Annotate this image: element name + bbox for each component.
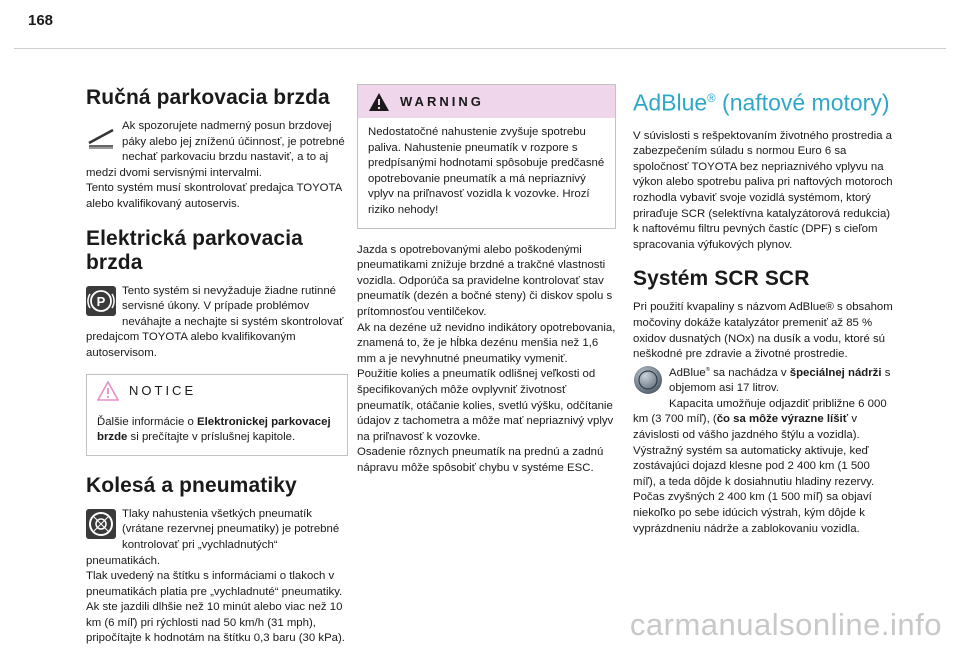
tyres-wear-text: Jazda s opotrebovanými alebo poškodenými pneumatikami znižuje brzdné a trakčné vlastnosti vozidla. Odporúča sa pravidelne kontrolovať stav pneumatík (dezén a bočné steny) či diskov spolu s prítomnosťou ventilčekov.: [357, 243, 613, 318]
notice-text-pre: Ďalšie informácie o: [97, 415, 198, 428]
tyres-text-1: Tlaky nahustenia všetkých pneumatík (vrátane rezervnej pneumatiky) je potrebné kontrolovať pri „vychladnutých“ pneumatikách.: [86, 507, 340, 567]
notice-header: [87, 375, 347, 408]
warning-header: [358, 85, 615, 118]
column-middle: [357, 84, 616, 476]
adblue-tank-bold: špeciálnej nádrži: [789, 366, 882, 379]
notice-text-bold: Elektronickej parkovacej brzde: [97, 415, 331, 444]
adblue-tank-mid: sa nachádza v: [709, 366, 790, 379]
notice-text-post: si prečítajte v príslušnej kapitole.: [127, 431, 296, 444]
manual-brake-text-1: Ak spozorujete nadmerný posun brzdovej páky alebo jej zníženú účinnosť, je potrebné nechať parkovaciu brzdu nastaviť, a to aj medzi dvomi servisnými intervalmi.: [86, 120, 345, 179]
header-divider: [14, 48, 946, 49]
electric-brake-paragraph: [86, 284, 348, 362]
scr-capacity-text: [633, 397, 893, 444]
tyre-icon: [86, 509, 116, 539]
adblue-tank-reg: ®: [705, 366, 710, 373]
tyres-text-2: Tlak uvedený na štítku s informáciami o tlakoch v pneumatikách platia pre „vychladnuté“ pneumatiky. Ak ste jazdili dlhšie než 10 minút alebo viac než 10 km (6 míľ) pri rýchlosti nad 50 km/h (31 mph), pripočítajte k hodnotám na štítku 0,3 baru (30 kPa).: [86, 570, 345, 645]
heading-scr-system: Systém SCR SCR: [633, 267, 810, 291]
heading-adblue: [633, 86, 893, 116]
heading-adblue-reg: ®: [707, 93, 716, 105]
adblue-intro-text: V súvislosti s rešpektovaním životného prostredia a zabezpečením súladu s normou Euro 6 sa spoločnosť TOYOTA bez nepriaznivého vplyvu na výkon alebo spotrebu paliva pri naftových motoroch rozhodla vybaviť svoje vozidlá systémom, ktorý priraďuje SCR (selektívna katalyzátorová redukcia) k naftovému filtru pevných častíc (DPF) s cieľom spracovania výfukových plynov.: [633, 129, 893, 251]
scr-final-text: Počas zvyšných 2 400 km (1 500 míľ) sa objaví niekoľko po sebe idúcich výstrah, kým dôjde k vyprázdneniu nádrže a zablokovaniu vozidla.: [633, 491, 872, 535]
esc-text: Osadenie rôznych pneumatík na prednú a zadnú nápravu môže spôsobiť chybu v systéme ESC.: [357, 446, 604, 474]
manual-brake-text-2: Tento systém musí skontrolovať predajca TOYOTA alebo kvalifikovaný autoservis.: [86, 182, 342, 210]
notice-box: [86, 374, 348, 456]
adblue-tank-paragraph: [633, 363, 893, 397]
warning-box: [357, 84, 616, 229]
notice-body: [87, 408, 347, 455]
heading-adblue-post: (naftové motory): [715, 89, 890, 116]
heading-wheels-tyres: Kolesá a pneumatiky: [86, 473, 297, 497]
warning-triangle-icon: [368, 92, 390, 112]
parking-brake-icon: [86, 121, 116, 151]
adblue-tank-post: s objemom asi 17 litrov.: [669, 366, 891, 395]
adblue-cap-icon: [633, 365, 663, 395]
tyres-paragraph: [86, 507, 348, 569]
heading-electric-parking-brake: Elektrická parkovacia brzda: [86, 226, 303, 274]
electric-parking-brake-icon: [86, 286, 116, 316]
svg-text:P: P: [96, 293, 106, 309]
scr-text-1: Pri použití kvapaliny s názvom AdBlue® s obsahom močoviny dokáže katalyzátor premeniť až 85 % oxidov dusnatých (NOx) na dusík a vodu, ktoré sú neškodné pre zdravie a životné prostredie.: [633, 301, 893, 361]
warning-title: WARNING: [400, 93, 484, 109]
adblue-tank-text: [633, 363, 893, 397]
notice-title: NOTICE: [129, 383, 197, 399]
scr-warning-text: Výstražný systém sa automaticky aktivuje, keď zostávajúci dojazd klesne pod 2 400 km (1 500 míľ), a teda dôjde k dosiahnutiu hladiny rezervy.: [633, 444, 875, 488]
electric-brake-text: Tento systém si nevyžaduje žiadne rutinné servisné úkony. V prípade problémov neváhajte a nechajte si systém skontrolovať predajcom TOYOTA alebo kvalifikovaným autoservisom.: [86, 284, 344, 359]
page-number: 168: [28, 12, 54, 29]
different-size-text: Použitie kolies a pneumatík odlišnej veľkosti od špecifikovaných môže ovplyvniť životnosť pneumatík, otáčanie kolies, svetlú výšku, odčítanie údajov z tachometra a môže mať nepriaznivý vplyv na priľnavosť k vozovke.: [357, 368, 614, 443]
warning-body: Nedostatočné nahustenie zvyšuje spotrebu paliva. Nahustenie pneumatík v rozpore s predpísanými hodnotami spôsobuje predčasné opotrebovanie pneumatík a má nepriaznivý vplyv na priľnavosť vozidla k vozovke. Hrozí riziko nehody!: [368, 126, 605, 216]
tread-indicator-text: Ak na dezéne už nevidno indikátory opotrebovania, znamená to, že je hĺbka dezénu menšia než 1,6 mm a je nevyhnutné pneumatiky vymeniť.: [357, 321, 616, 365]
adblue-tank-pre: AdBlue: [669, 366, 706, 379]
heading-adblue-pre: AdBlue: [633, 89, 708, 116]
manual-brake-paragraph: [86, 119, 348, 181]
warning-triangle-icon: [97, 381, 119, 401]
scr-capacity-bold: čo sa môže výrazne líšiť: [716, 413, 849, 426]
scr-capacity-pre: Kapacita umožňuje odjazdiť približne 6 000 km (3 700 míľ), (: [633, 397, 887, 426]
heading-manual-parking-brake: Ručná parkovacia brzda: [86, 86, 330, 109]
scr-capacity-post: v závislosti od vášho jazdného štýlu a vozidla).: [633, 413, 860, 441]
watermark: carmanualsonline.info: [629, 607, 942, 642]
column-left: [86, 80, 348, 647]
column-right: [633, 80, 893, 537]
